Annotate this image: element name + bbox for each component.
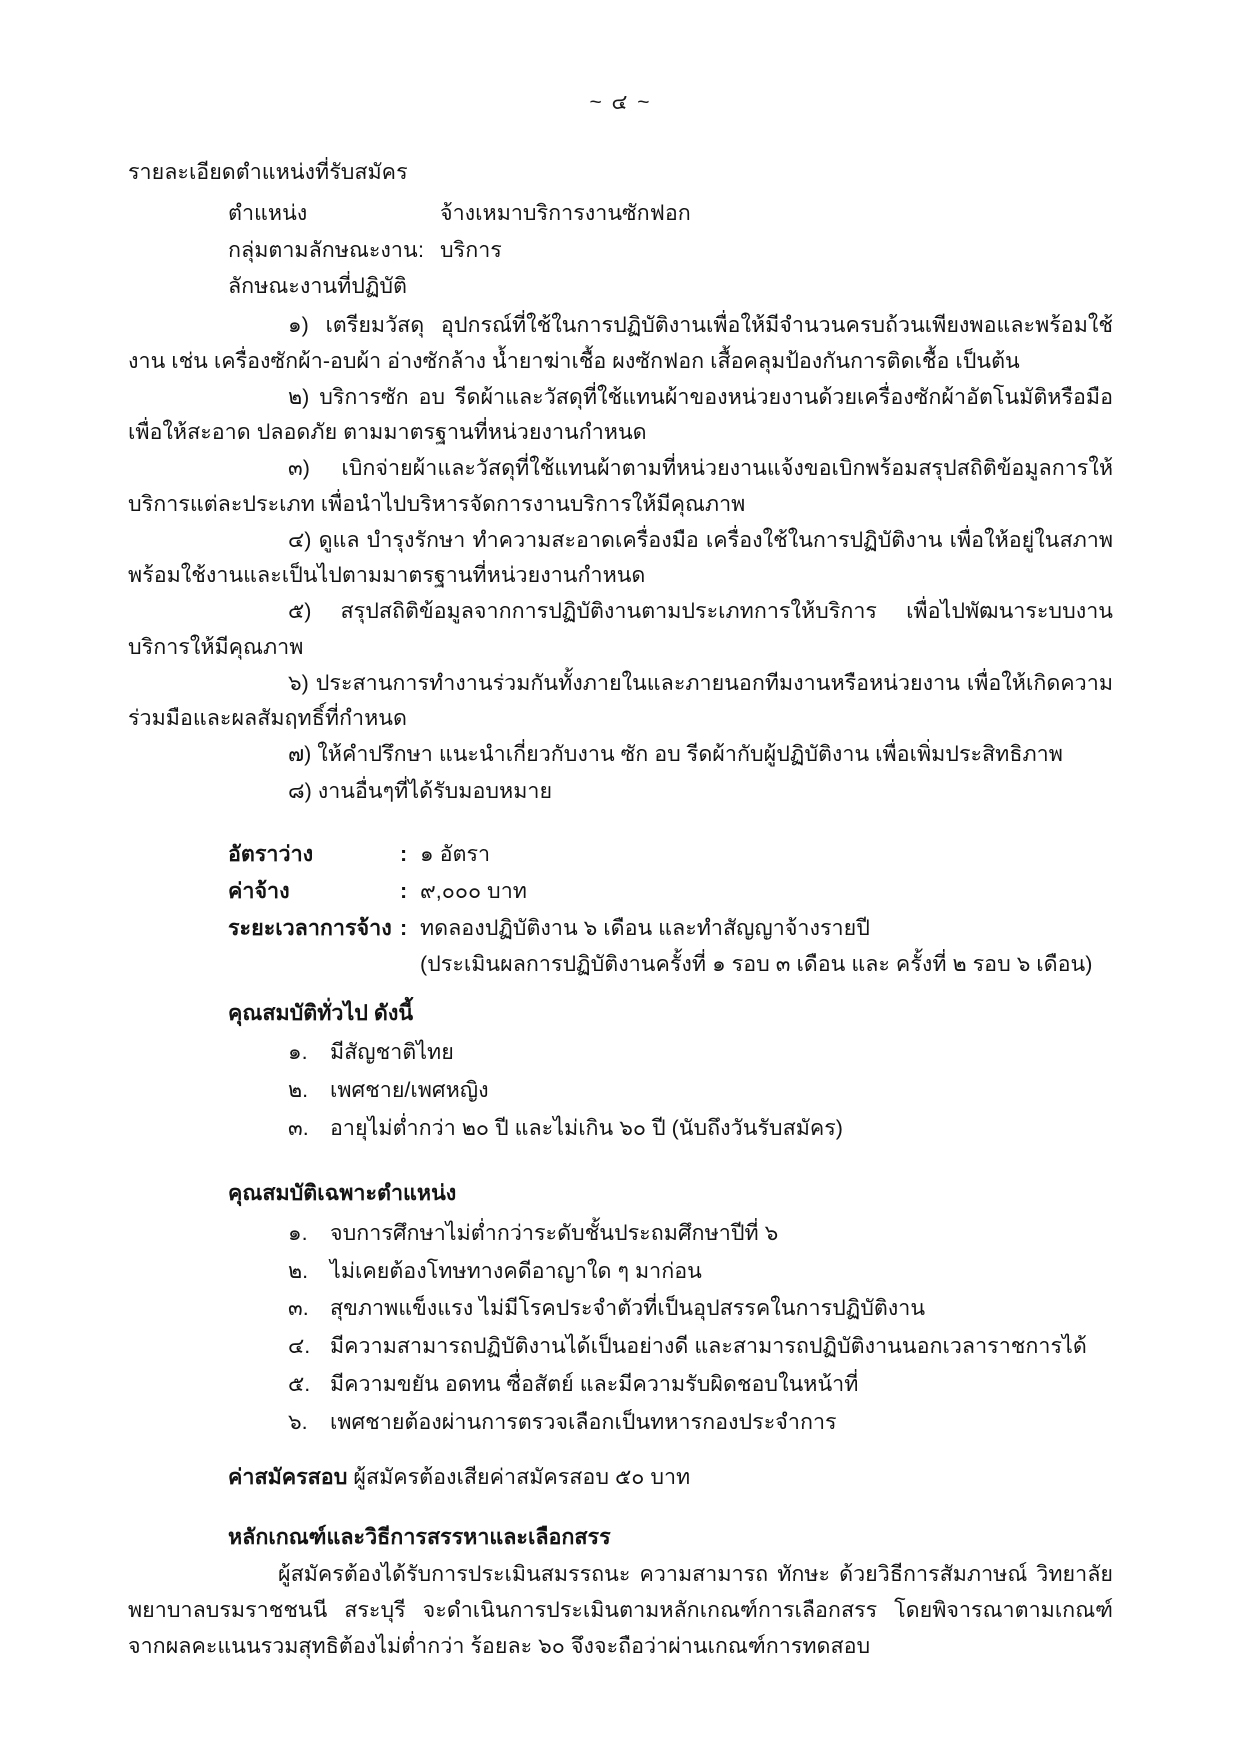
detail-wage-label: ค่าจ้าง (228, 878, 290, 903)
detail-vacancy-value: ๑ อัตรา (420, 841, 491, 866)
list-item (288, 1034, 1113, 1072)
list-item-text: เพศชาย/เพศหญิง (330, 1078, 489, 1103)
list-item-number: ๑. (288, 1040, 308, 1065)
criteria-body-text: ผู้สมัครต้องได้รับการประเมินสมรรถนะ ความสามารถ ทักษะ ด้วยวิธีการสัมภาษณ์ วิทยาลัยพยาบาลบรมราชชนนี สระบุรี จะดำเนินการประเมินตามหลักเกณฑ์การเลือกสรร โดยพิจารณาตามเกณฑ์จากผลคะแนนรวมสุทธิต้องไม่ต่ำกว่า ร้อยละ ๖๐ จึงจะถือว่าผ่านเกณฑ์การทดสอบ (128, 1562, 1113, 1658)
list-item (288, 1404, 1113, 1442)
detail-duration-colon: : (400, 915, 408, 940)
list-item (288, 1328, 1113, 1366)
specific-qualification-heading: คุณสมบัติเฉพาะตำแหน่ง (228, 1180, 457, 1205)
field-position-label: ตำแหน่ง (228, 200, 308, 225)
field-group (228, 233, 1113, 268)
list-item (288, 1366, 1113, 1404)
criteria-body (128, 1557, 1113, 1664)
general-qualification-heading: คุณสมบัติทั่วไป ดังนี้ (228, 1000, 414, 1025)
detail-wage (228, 873, 1113, 910)
duty-item: ๖) ประสานการทำงานร่วมกันทั้งภายในและภายนอกทีมงานหรือหน่วยงาน เพื่อให้เกิดความร่วมมือและผลสัมฤทธิ์ที่กำหนด (128, 670, 1113, 731)
detail-duration-value: ทดลองปฏิบัติงาน ๖ เดือน และทำสัญญาจ้างรายปี (420, 915, 870, 940)
detail-vacancy (228, 836, 1113, 873)
list-item-text: มีความขยัน อดทน ซื่อสัตย์ และมีความรับผิดชอบในหน้าที่ (330, 1372, 859, 1396)
section-title: รายละเอียดตำแหน่งที่รับสมัคร (128, 160, 408, 184)
detail-duration (228, 910, 1113, 947)
detail-vacancy-label: อัตราว่าง (228, 841, 314, 866)
duty-item: ๗) ให้คำปรึกษา แนะนำเกี่ยวกับงาน ซัก อบ รีดผ้ากับผู้ปฏิบัติงาน เพื่อเพิ่มประสิทธิภาพ (288, 742, 1063, 767)
field-group-value: บริการ (440, 237, 502, 262)
exam-fee-label: ค่าสมัครสอบ (228, 1464, 348, 1489)
field-position (228, 196, 1113, 231)
list-item-number: ๔. (288, 1334, 311, 1359)
duties-heading: ลักษณะงานที่ปฏิบัติ (228, 274, 407, 299)
list-item-text: สุขภาพแข็งแรง ไม่มีโรคประจำตัวที่เป็นอุปสรรคในการปฏิบัติงาน (330, 1296, 926, 1321)
duty-item: ๓) เบิกจ่ายผ้าและวัสดุที่ใช้แทนผ้าตามที่หน่วยงานแจ้งขอเบิกพร้อมสรุปสถิติข้อมูลการให้บริการแต่ละประเภท เพื่อนำไปบริหารจัดการงานบริการให้มีคุณภาพ (128, 456, 1113, 516)
field-group-label: กลุ่มตามลักษณะงาน (228, 237, 418, 262)
list-item-number: ๓. (288, 1296, 309, 1321)
duty-item: ๑) เตรียมวัสดุ อุปกรณ์ที่ใช้ในการปฏิบัติงานเพื่อให้มีจำนวนครบถ้วนเพียงพอและพร้อมใช้งาน เช่น เครื่องซักผ้า-อบผ้า อ่างซักล้าง น้ำยาฆ่าเชื้อ ผงซักฟอก เสื้อคลุมป้องกันการติดเชื้อ เป็นต้น (128, 313, 1113, 373)
list-item (288, 1253, 1113, 1291)
exam-fee-row (228, 1460, 1113, 1495)
list-item (288, 1215, 1113, 1253)
duty-item: ๒) บริการซัก อบ รีดผ้าและวัสดุที่ใช้แทนผ้าของหน่วยงานด้วยเครื่องซักผ้าอัตโนมัติหรือมือ เพื่อให้สะอาด ปลอดภัย ตามมาตรฐานที่หน่วยงานกำหนด (128, 384, 1113, 445)
list-item-number: ๓. (288, 1116, 309, 1141)
list-item-number: ๑. (288, 1220, 308, 1245)
list-item (288, 1072, 1113, 1110)
list-item-number: ๖. (288, 1409, 308, 1434)
list-item-text: มีสัญชาติไทย (330, 1040, 454, 1065)
list-item-text: เพศชายต้องผ่านการตรวจเลือกเป็นทหารกองประจำการ (330, 1409, 837, 1434)
detail-duration-label: ระยะเวลาการจ้าง (228, 915, 392, 940)
document-content (0, 155, 1241, 1664)
list-item-number: ๕. (288, 1372, 311, 1396)
duty-item: ๕) สรุปสถิติข้อมูลจากการปฏิบัติงานตามประเภทการให้บริการ เพื่อไปพัฒนาระบบงานบริการให้มีคุณภาพ (128, 599, 1113, 659)
field-position-colon (418, 196, 440, 231)
exam-fee-text: ผู้สมัครต้องเสียค่าสมัครสอบ ๕๐ บาท (353, 1464, 691, 1489)
field-position-value: จ้างเหมาบริการงานซักฟอก (440, 200, 691, 225)
duty-item: ๘) งานอื่นๆที่ได้รับมอบหมาย (288, 778, 553, 803)
list-item-number: ๒. (288, 1078, 309, 1103)
field-group-colon: : (418, 237, 424, 262)
detail-wage-colon: : (400, 878, 408, 903)
list-item (288, 1110, 1113, 1148)
list-item-text: ไม่เคยต้องโทษทางคดีอาญาใด ๆ มาก่อน (330, 1258, 702, 1283)
list-item (288, 1290, 1113, 1328)
detail-wage-value: ๙,๐๐๐ บาท (420, 878, 527, 903)
page-number: ~ ๔ ~ (589, 91, 652, 114)
list-item-number: ๒. (288, 1258, 309, 1283)
list-item-text: จบการศึกษาไม่ต่ำกว่าระดับชั้นประถมศึกษาปีที่ ๖ (330, 1220, 779, 1245)
duty-item: ๔) ดูแล บำรุงรักษา ทำความสะอาดเครื่องมือ เครื่องใช้ในการปฏิบัติงาน เพื่อให้อยู่ในสภาพพร้อมใช้งานและเป็นไปตามมาตรฐานที่หน่วยงานกำหนด (128, 527, 1113, 588)
detail-duration-note: (ประเมินผลการปฏิบัติงานครั้งที่ ๑ รอบ ๓ เดือน และ ครั้งที่ ๒ รอบ ๖ เดือน) (420, 951, 1093, 976)
list-item-text: มีความสามารถปฏิบัติงานได้เป็นอย่างดี และสามารถปฏิบัติงานนอกเวลาราชการได้ (330, 1334, 1087, 1359)
criteria-heading: หลักเกณฑ์และวิธีการสรรหาและเลือกสรร (228, 1525, 611, 1550)
detail-vacancy-colon: : (400, 841, 408, 866)
list-item-text: อายุไม่ต่ำกว่า ๒๐ ปี และไม่เกิน ๖๐ ปี (นับถึงวันรับสมัคร) (330, 1116, 843, 1141)
